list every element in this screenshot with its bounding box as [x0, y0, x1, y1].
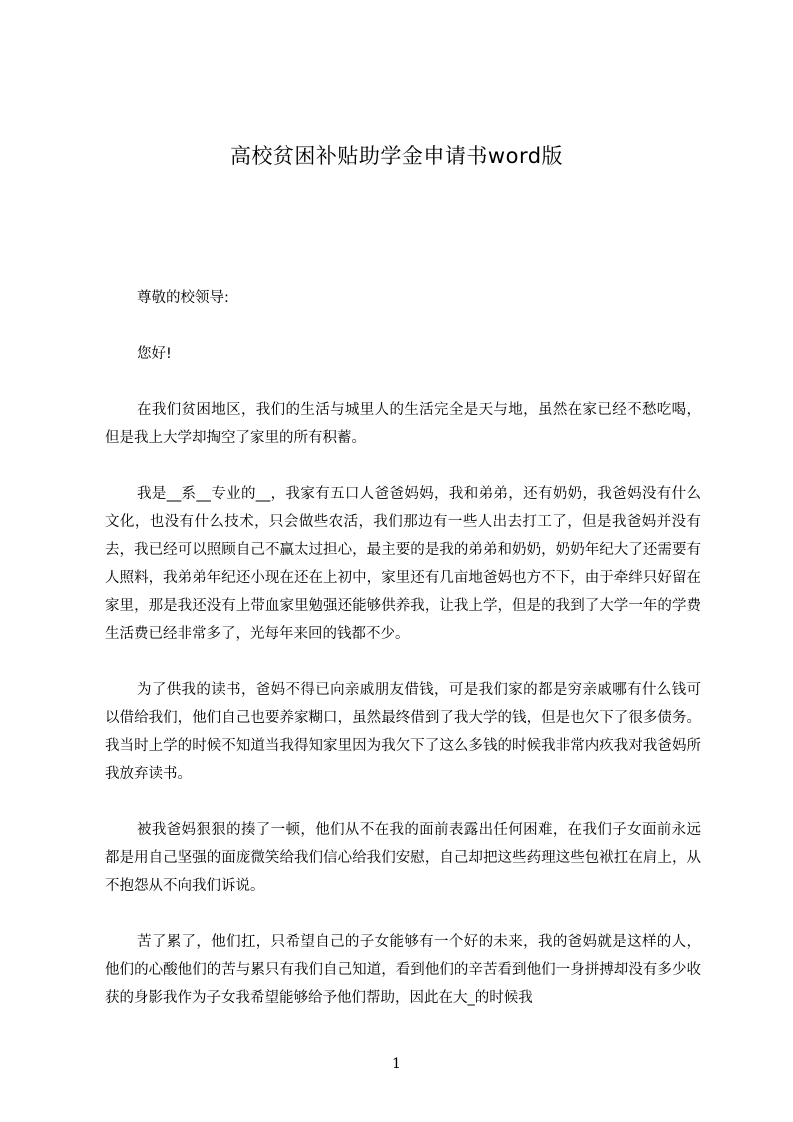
body-paragraph-5: 苦了累了，他们扛，只希望自己的子女能够有一个好的未来，我的爸妈就是这样的人，他们的心酸他们的苦与累只有我们自己知道，看到他们的辛苦看到他们一身拼搏却没有多少收获的身影我作为子女我希望能够给予他们帮助，因此在大_的时候我 — [105, 934, 701, 1006]
body-paragraph-4: 被我爸妈狠狠的揍了一顿，他们从不在我的面前表露出任何困难，在我们子女面前永远都是用自己坚强的面庞微笑给我们信心给我们安慰，自己却把这些药理这些包袱扛在肩上，从不抱怨从不向我们诉说。 — [105, 822, 701, 894]
document-title: 高校贫困补贴助学金申请书word版 — [229, 144, 564, 168]
salutation: 尊敬的校领导: — [137, 290, 229, 306]
body-paragraph-3: 为了供我的读书，爸妈不得已向亲戚朋友借钱，可是我们家的都是穷亲戚哪有什么钱可以借给我们，他们自己也要养家糊口，虽然最终借到了我大学的钱，但是也欠下了很多债务。我当时上学的时候不知道当我得知家里因为我欠下了这么多钱的时候我非常内疚我对我爸妈所我放弃读书。 — [105, 682, 701, 782]
document-body — [105, 284, 701, 1040]
greeting: 您好! — [137, 346, 172, 362]
body-paragraph-2: 我是__系__专业的__，我家有五口人爸爸妈妈，我和弟弟，还有奶奶，我爸妈没有什么文化，也没有什么技术，只会做些农活，我们那边有一些人出去打工了，但是我爸妈并没有去，我已经可以照顾自己不赢太过担心，最主要的是我的弟弟和奶奶，奶奶年纪大了还需要有人照料，我弟弟年纪还小现在还在上初中，家里还有几亩地爸妈也方不下，由于牵绊只好留在家里，那是我还没有上带血家里勉强还能够供养我，让我上学，但是的我到了大学一年的学费生活费已经非常多了，光每年来回的钱都不少。 — [105, 486, 701, 642]
page-number: 1 — [392, 1056, 401, 1072]
body-paragraph-1: 在我们贫困地区，我们的生活与城里人的生活完全是天与地，虽然在家已经不愁吃喝，但是我上大学却掏空了家里的所有积蓄。 — [105, 402, 701, 446]
